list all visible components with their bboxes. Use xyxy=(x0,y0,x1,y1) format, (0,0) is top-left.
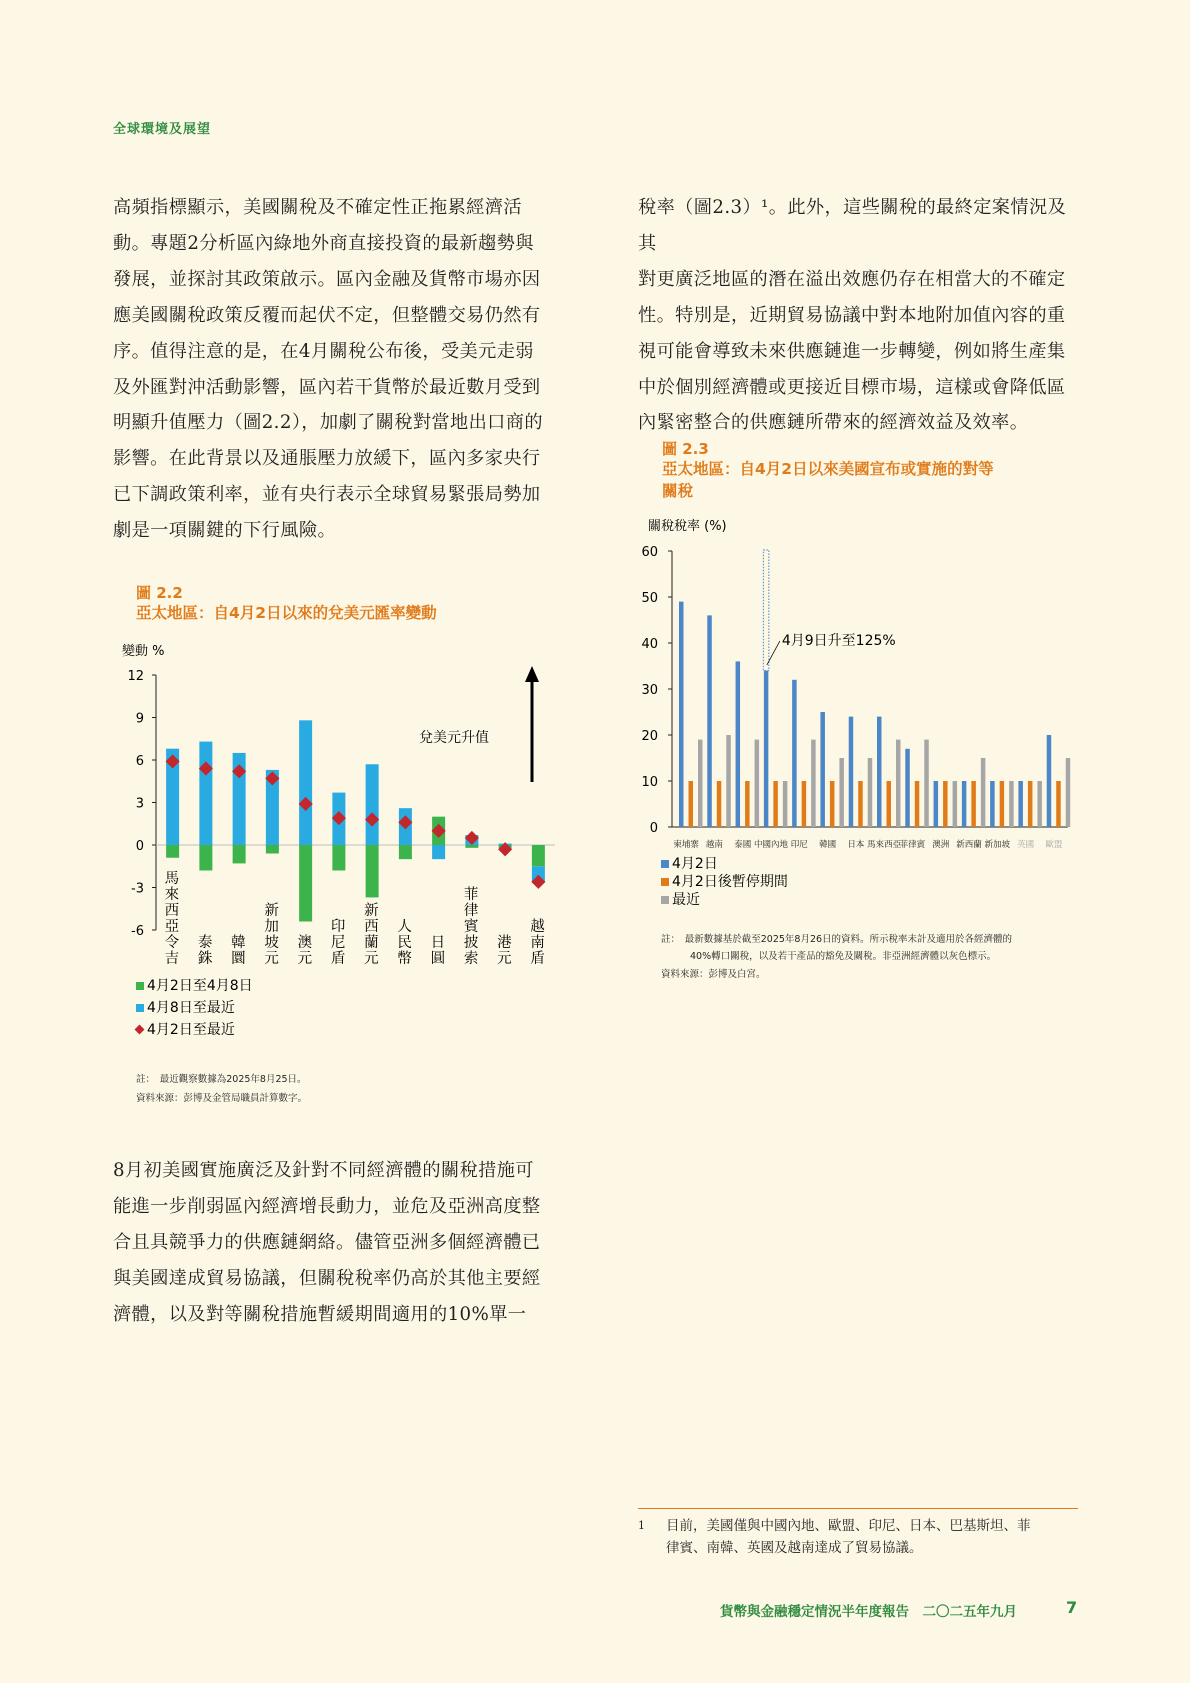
fig23-category-label: 日本 xyxy=(847,840,865,850)
fig23-source: 資料來源：彭博及白宮。 xyxy=(661,969,766,980)
left-paragraph-1-line: 應美國關稅政策反覆而起伏不定，但整體交易仍然有 xyxy=(113,304,541,326)
fig23-bar-apr2 xyxy=(934,781,939,827)
fig23-bar-latest xyxy=(783,781,788,827)
fig22-y-tick-label: 12 xyxy=(127,669,144,684)
fig23-bar-latest xyxy=(839,758,844,827)
fig23-bar-pause xyxy=(745,781,750,827)
right-paragraph-1-line: 中於個別經濟體或更接近目標市場，這樣或會降低區 xyxy=(638,376,1066,398)
fig23-bar-pause xyxy=(915,781,920,827)
fig23-legend-swatch xyxy=(661,860,669,868)
fig22-y-tick-label: 6 xyxy=(135,754,144,769)
fig22-y-tick-label: 9 xyxy=(135,711,144,727)
fig23-bar-latest xyxy=(953,781,958,827)
right-paragraph-1 xyxy=(638,190,1083,441)
fig22-category-label: 人民幣 xyxy=(397,919,412,967)
footnote-line-2: 律賓、南韓、英國及越南達成了貿易協議。 xyxy=(666,1540,923,1556)
fig22-bar-apr2-apr8 xyxy=(166,845,179,858)
fig22-category-label: 日圓 xyxy=(430,935,446,967)
fig23-bar-pause xyxy=(858,781,863,827)
fig23-y-tick-label: 40 xyxy=(641,637,658,652)
fig23-bar-pause xyxy=(830,781,835,827)
fig22-y-tick-label: 3 xyxy=(135,796,144,812)
left-paragraph-1-line: 及外匯對沖活動影響，區內若干貨幣於最近數月受到 xyxy=(113,376,541,398)
fig23-bar-latest xyxy=(726,735,731,827)
fig23-bar-pause xyxy=(887,781,892,827)
fig23-bar-pause xyxy=(1056,781,1061,827)
fig22-category-label: 馬來西亞令吉 xyxy=(164,871,180,967)
fig23-bar-latest xyxy=(1037,781,1042,827)
fig23-bar-apr2 xyxy=(792,680,797,827)
footnote-mark: 1 xyxy=(638,1519,645,1532)
fig23-category-label: 馬來西亞 xyxy=(867,840,902,850)
fig23-y-tick-label: 0 xyxy=(649,821,658,836)
fig23-bar-latest xyxy=(755,740,760,827)
fig22-bar-apr2-apr8 xyxy=(332,845,345,871)
fig23-category-label: 英國 xyxy=(1017,840,1035,850)
right-paragraph-1-line: 視可能會導致未來供應鏈進一步轉變，例如將生產集 xyxy=(638,340,1066,362)
fig22-legend-swatch xyxy=(135,1025,145,1035)
fig23-bar-apr2 xyxy=(820,712,825,827)
fig22-bar-apr2-apr8 xyxy=(366,845,379,897)
fig23-bar-latest xyxy=(1066,758,1071,827)
fig23-y-tick-label: 10 xyxy=(641,775,658,790)
fig22-y-tick-label: 0 xyxy=(135,839,144,854)
fig22-category-label: 印尼盾 xyxy=(330,919,346,967)
fig23-bar-apr2 xyxy=(764,671,769,827)
fig22-legend-label: 4月2日至最近 xyxy=(147,1022,235,1038)
fig22-arrow-label: 兌美元升值 xyxy=(419,730,489,746)
fig22-category-label: 澳元 xyxy=(297,935,313,967)
fig23-bar-latest xyxy=(896,740,901,827)
fig22-bar-apr8-latest xyxy=(299,720,312,845)
left-paragraph-2-line: 合且具競爭力的供應鏈網絡。儘管亞洲多個經濟體已 xyxy=(113,1231,541,1253)
fig22-bar-apr8-latest xyxy=(199,742,212,845)
left-paragraph-2-line: 8月初美國實施廣泛及針對不同經濟體的關稅措施可 xyxy=(113,1160,534,1181)
fig23-bar-pause xyxy=(1028,781,1033,827)
fig22-ylabel: 變動 % xyxy=(122,644,165,659)
fig22-category-label: 韓圜 xyxy=(231,935,246,967)
fig22-chart xyxy=(110,630,570,1090)
fig23-y-tick-label: 50 xyxy=(641,591,658,606)
section-header: 全球環境及展望 xyxy=(113,122,212,137)
fig22-bar-apr2-apr8 xyxy=(399,845,412,859)
fig23-category-label: 菲律賓 xyxy=(899,840,926,850)
left-paragraph-1-line: 高頻指標顯示，美國關稅及不確定性正拖累經濟活 xyxy=(113,197,522,218)
fig22-bar-apr2-apr8 xyxy=(299,845,312,922)
left-paragraph-1-line: 已下調政策利率，並有央行表示全球貿易緊張局勢加 xyxy=(113,484,541,506)
fig23-category-label: 中國內地 xyxy=(753,840,789,850)
fig23-note-line-1: 註： 最新數據基於截至2025年8月26日的資料。所示稅率未計及適用於各經濟體的 xyxy=(661,934,1013,945)
left-paragraph-2-line: 濟體，以及對等關稅措施暫緩期間適用的10%單一 xyxy=(113,1303,527,1325)
fig23-bar-apr2 xyxy=(1047,735,1052,827)
fig22-legend-label: 4月8日至最近 xyxy=(147,1000,235,1016)
fig23-bar-apr2 xyxy=(736,661,741,827)
fig22-category-label: 泰銖 xyxy=(197,935,213,967)
fig23-chart xyxy=(640,510,1080,920)
fig23-category-label: 越南 xyxy=(705,840,723,850)
fig23-title-line-1: 亞太地區：自4月2日以來美國宣布或實施的對等 xyxy=(662,460,994,478)
fig23-bar-pause xyxy=(802,781,807,827)
fig23-category-label: 韓國 xyxy=(819,840,837,850)
fig22-bar-apr2-apr8 xyxy=(532,845,545,866)
fig23-legend-swatch xyxy=(661,878,669,886)
fig23-bar-pause xyxy=(1000,781,1005,827)
fig22-bar-apr8-latest xyxy=(432,845,445,859)
fig22-bar-apr2-apr8 xyxy=(233,845,246,863)
fig23-legend-label: 最近 xyxy=(672,892,700,908)
fig23-note-line-2: 40%轉口關稅，以及若干產品的豁免及關稅。非亞洲經濟體以灰色標示。 xyxy=(690,951,997,962)
fig23-bar-latest xyxy=(811,740,816,827)
fig23-bar-apr2 xyxy=(962,781,967,827)
left-paragraph-2-line: 能進一步削弱區內經濟增長動力，並危及亞洲高度整 xyxy=(113,1195,541,1217)
fig23-bar-latest xyxy=(924,740,929,827)
fig23-bar-apr2 xyxy=(849,717,854,827)
page-number: 7 xyxy=(1066,1598,1078,1617)
fig23-ylabel: 關稅稅率 (%) xyxy=(648,519,727,534)
left-paragraph-1 xyxy=(113,190,558,549)
fig23-category-label: 澳洲 xyxy=(932,840,950,850)
left-paragraph-1-line: 序。值得注意的是，在4月關稅公布後，受美元走弱 xyxy=(113,340,534,362)
fig23-y-tick-label: 20 xyxy=(641,729,658,744)
fig23-bar-apr2 xyxy=(990,781,995,827)
fig23-bar-apr2 xyxy=(1018,781,1023,827)
fig23-bar-latest xyxy=(868,758,873,827)
fig23-bar-apr2 xyxy=(707,615,712,827)
fig22-category-label: 港元 xyxy=(497,935,512,967)
fig23-number: 圖 2.3 xyxy=(662,440,709,458)
fig23-category-label: 新西蘭 xyxy=(956,840,982,850)
fig22-arrow-head xyxy=(525,666,539,682)
fig22-y-tick-label: -3 xyxy=(131,881,144,897)
fig23-legend-label: 4月2日後暫停期間 xyxy=(672,874,788,890)
fig23-y-tick-label: 60 xyxy=(641,545,658,560)
fig22-y-tick-label: -6 xyxy=(131,924,144,939)
fig22-source: 資料來源：彭博及金管局職員計算數字。 xyxy=(136,1093,308,1104)
fig23-bar-apr2 xyxy=(679,602,684,827)
fig23-legend-label: 4月2日 xyxy=(672,856,718,872)
fig23-bar-pause xyxy=(943,781,948,827)
left-paragraph-1-line: 發展，並探討其政策啟示。區內金融及貨幣市場亦因 xyxy=(113,268,541,290)
fig23-bar-pause xyxy=(689,781,694,827)
fig23-annotation: 4月9日升至125% xyxy=(781,633,896,649)
fig23-category-label: 新加坡 xyxy=(984,840,1011,850)
fig22-bar-apr2-apr8 xyxy=(266,845,279,854)
fig22-legend-label: 4月2日至4月8日 xyxy=(147,978,253,994)
fig23-category-label: 柬埔寨 xyxy=(673,840,699,850)
fig22-bar-apr2-apr8 xyxy=(199,845,212,871)
right-paragraph-1-line: 對更廣泛地區的潛在溢出效應仍存在相當大的不確定 xyxy=(638,268,1066,290)
fig23-bar-latest xyxy=(981,758,986,827)
fig22-note: 註： 最近觀察數據為2025年8月25日。 xyxy=(136,1074,307,1085)
fig23-bar-apr2 xyxy=(877,717,882,827)
fig23-bar-pause xyxy=(717,781,722,827)
fig22-number: 圖 2.2 xyxy=(136,584,183,602)
left-paragraph-2 xyxy=(113,1153,558,1333)
right-paragraph-1-line: 稅率（圖2.3）¹。此外，這些關稅的最終定案情況及其 xyxy=(638,197,1067,254)
left-paragraph-1-line: 動。專題2分析區內綠地外商直接投資的最新趨勢與 xyxy=(113,232,534,254)
footnote-line-1: 目前，美國僅與中國內地、歐盟、印尼、日本、巴基斯坦、菲 xyxy=(666,1518,1031,1534)
right-paragraph-1-line: 性。特別是，近期貿易協議中對本地附加值內容的重 xyxy=(638,304,1066,326)
fig22-category-label: 新西蘭元 xyxy=(364,903,379,967)
fig23-category-label: 印尼 xyxy=(790,840,808,850)
fig23-y-tick-label: 30 xyxy=(641,683,658,698)
right-paragraph-1-line: 內緊密整合的供應鏈所帶來的經濟效益及效率。 xyxy=(638,412,1029,434)
fig23-bar-pause xyxy=(773,781,778,827)
left-paragraph-1-line: 劇是一項關鍵的下行風險。 xyxy=(113,520,337,542)
fig23-bar-latest xyxy=(1009,781,1014,827)
left-paragraph-1-line: 明顯升值壓力（圖2.2），加劇了關稅對當地出口商的 xyxy=(113,412,543,434)
fig22-title: 亞太地區：自4月2日以來的兌美元匯率變動 xyxy=(136,604,437,622)
left-paragraph-2-line: 與美國達成貿易協議，但關稅稅率仍高於其他主要經 xyxy=(113,1267,541,1289)
fig22-bar-apr8-latest xyxy=(366,764,379,845)
fig23-bar-latest xyxy=(698,740,703,827)
fig22-legend-swatch xyxy=(136,982,144,990)
fig23-title-line-2: 關稅 xyxy=(662,482,694,500)
fig22-category-label: 菲律賓披索 xyxy=(463,887,479,967)
fig22-legend-swatch xyxy=(136,1004,144,1012)
fig23-bar-pause xyxy=(971,781,976,827)
fig23-category-label: 歐盟 xyxy=(1045,840,1063,850)
left-paragraph-1-line: 影響。在此背景以及通脹壓力放緩下，區內多家央行 xyxy=(113,448,541,470)
fig22-bar-apr2-apr8 xyxy=(465,845,478,848)
fig23-category-label: 泰國 xyxy=(734,840,752,850)
footnote-rule xyxy=(638,1508,1078,1509)
fig23-legend-swatch xyxy=(661,896,669,904)
footer-title: 貨幣與金融穩定情況半年度報告 二〇二五年九月 xyxy=(720,1604,1017,1620)
fig23-china-extension xyxy=(763,550,769,671)
fig23-bar-apr2 xyxy=(905,749,910,827)
fig22-category-label: 新加坡元 xyxy=(264,903,279,967)
fig22-category-label: 越南盾 xyxy=(530,919,545,967)
